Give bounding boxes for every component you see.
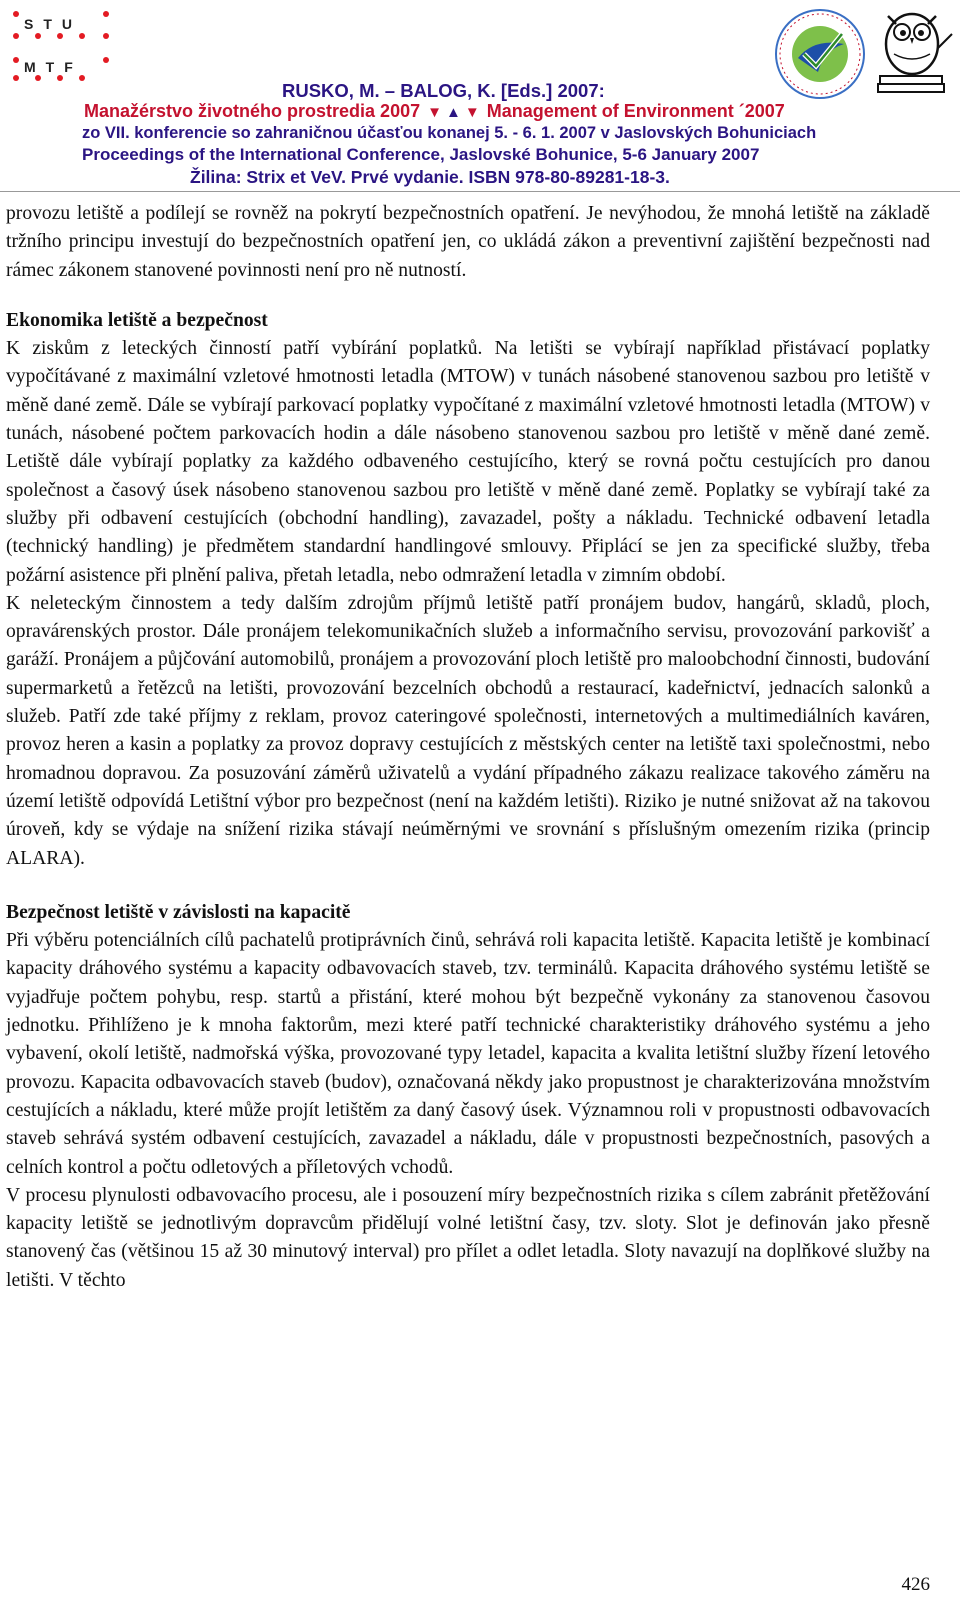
triangle-down-icon: ▼ bbox=[427, 104, 442, 121]
page-header bbox=[0, 0, 960, 192]
paragraph: K ziskům z leteckých činností patří vybírání poplatků. Na letišti se vybírají například přistávací poplatky vypočítávané z maximální vzletové hmotnosti letadla (MTOW) v tunách násobené stanovenou sazbou pro letiště v měně dané země. Dále se vybírají parkovací poplatky vypočítané z maximální vzletové hmotnosti letadla (MTOW) v tunách, násobené počtem parkovacích hodin a dále násobeno stanovenou sazbou pro letiště v měně dané země. Letiště dále vybírají poplatky za každého odbaveného cestujícího, který se rovná počtu cestujících pro danou společnost a časový úsek násobeno stanovenou sazbou pro letiště v měně dané země. Poplatky se vybírají také za služby při odbavení cestujících (obchodní handling), zavazadel, pošty a nákladu. Technické odbavení letadla (technický handling) je předmětem standardní handlingové smlouvy. Připlácí se jen za specifické služby, třeba požární asistence při plnění paliva, přetah letadla, nebo odmražení letadla v zimním období. bbox=[6, 338, 930, 586]
header-divider bbox=[0, 191, 960, 192]
header-title-en: Management of Environment ´2007 bbox=[486, 101, 785, 121]
page-number: 426 bbox=[901, 1574, 930, 1595]
triangle-down-icon: ▼ bbox=[464, 104, 480, 121]
header-title-sk: Manažérstvo životného prostredia 2007 bbox=[84, 101, 421, 121]
svg-text:MTF: MTF bbox=[24, 59, 83, 75]
spacer bbox=[6, 285, 930, 307]
header-conference-en: Proceedings of the International Conference, Jaslovské Bohunice, 5-6 January 2007 bbox=[82, 145, 760, 164]
owl-icon bbox=[874, 4, 956, 100]
society-seal-logo bbox=[774, 8, 866, 100]
svg-text:STU: STU bbox=[24, 16, 82, 32]
paragraph: K neleteckým činnostem a tedy dalším zdrojům příjmů letiště patří pronájem budov, hangárů, skladů, ploch, opravárenských prostor. Dále pronájem telekomunikačních služeb a informačního servisu, provozování parkovišť a garáží. Pronájem a půjčování automobilů, pronájem a provozování ploch letiště pro maloobchodní činnosti, budování supermarketů a řetězců na letišti, provozování bezcelních obchodů a restaurací, kadeřnictví, jednacích salonků a služeb. Patří zde také příjmy z reklam, provoz cateringové společnosti, internetových a multimediálních kaváren, provoz heren a kasin a poplatky za provoz dopravy cestujících z městských center na letiště taxi společnostmi, nebo hromadnou dopravou. Za posuzování záměrů uživatelů a vydání případného zákazu realizace takového záměru na území letiště odpovídá Letištní výbor pro bezpečnost (není na každém letišti). Riziko je nutné snižovat až na takovou úroveň, kdy se výdaje na snížení rizika stávají neúměrnými ve srovnání s příslušným omezením rizika (princip ALARA). bbox=[6, 592, 930, 869]
header-title-line bbox=[84, 101, 785, 122]
paragraph: provozu letiště a podílejí se rovněž na pokrytí bezpečnostních opatření. Je nevýhodou, že mnohá letiště na základě tržního principu investují do bezpečnostních opatření jen, co ukládá zákon a preventivní zajištění bezpečnosti nad rámec zákonem stanovené povinnosti není pro ně nutností. bbox=[6, 203, 930, 281]
article-body bbox=[6, 200, 930, 1295]
paragraph: V procesu plynulosti odbavovacího procesu, ale i posouzení míry bezpečnostních rizika s cílem zabránit přetěžování kapacity letiště se jednotlivým dopravcům přidělují volné letištní časy, tzv. sloty. Slot je definován jako přesně stanovený čas (většinou 15 až 30 minutový interval) pro přílet a odlet letadla. Sloty navazují na doplňkové služby na letišti. V těchto bbox=[6, 1184, 930, 1291]
header-publisher-isbn: Žilina: Strix et VeV. Prvé vydanie. ISBN 978-80-89281-18-3. bbox=[190, 167, 670, 187]
section-heading: Bezpečnost letiště v závislosti na kapacitě bbox=[6, 901, 351, 923]
triangle-up-icon: ▲ bbox=[445, 104, 461, 121]
header-editors-line: RUSKO, M. – BALOG, K. [Eds.] 2007: bbox=[282, 80, 605, 101]
spacer bbox=[6, 873, 930, 899]
paragraph: Při výběru potenciálních cílů pachatelů protiprávních činů, sehrává roli kapacita letiště. Kapacita letiště je kombinací kapacity dráhového systému a kapacity odbavovacích staveb, tzv. terminálů. Kapacita dráhového systému letiště se vyjadřuje počtem pohybu, resp. startů a přistání, které mohou být bezpečně vykonány za stanovenou časovou jednotku. Přihlíženo je k mnoha faktorům, mezi které patří technické charakteristiky dráhového systému a jeho vybavení, okolí letiště, nadmořská výška, provozované typy letadel, kapacita a kvalita letištní služby řízení letového provozu. Kapacita odbavovacích staveb (budov), označovaná někdy jako propustnost je charakterizována množstvím cestujících a nákladu, které může projít letištěm za daný časový úsek. Významnou roli v propustnosti odbavovacích staveb sehrává systém odbavení cestujících, zavazadel a nákladu, dále v propustnosti bezpečnostních, pasových a celních kontrol a počtu odletových a příletových vchodů. bbox=[6, 930, 930, 1178]
stu-mtf-logo bbox=[6, 6, 114, 90]
header-conference-sk: zo VII. konferencie so zahraničnou účasťou konanej 5. - 6. 1. 2007 v Jaslovských Bohuniciach bbox=[82, 124, 817, 142]
section-heading: Ekonomika letiště a bezpečnost bbox=[6, 309, 268, 331]
